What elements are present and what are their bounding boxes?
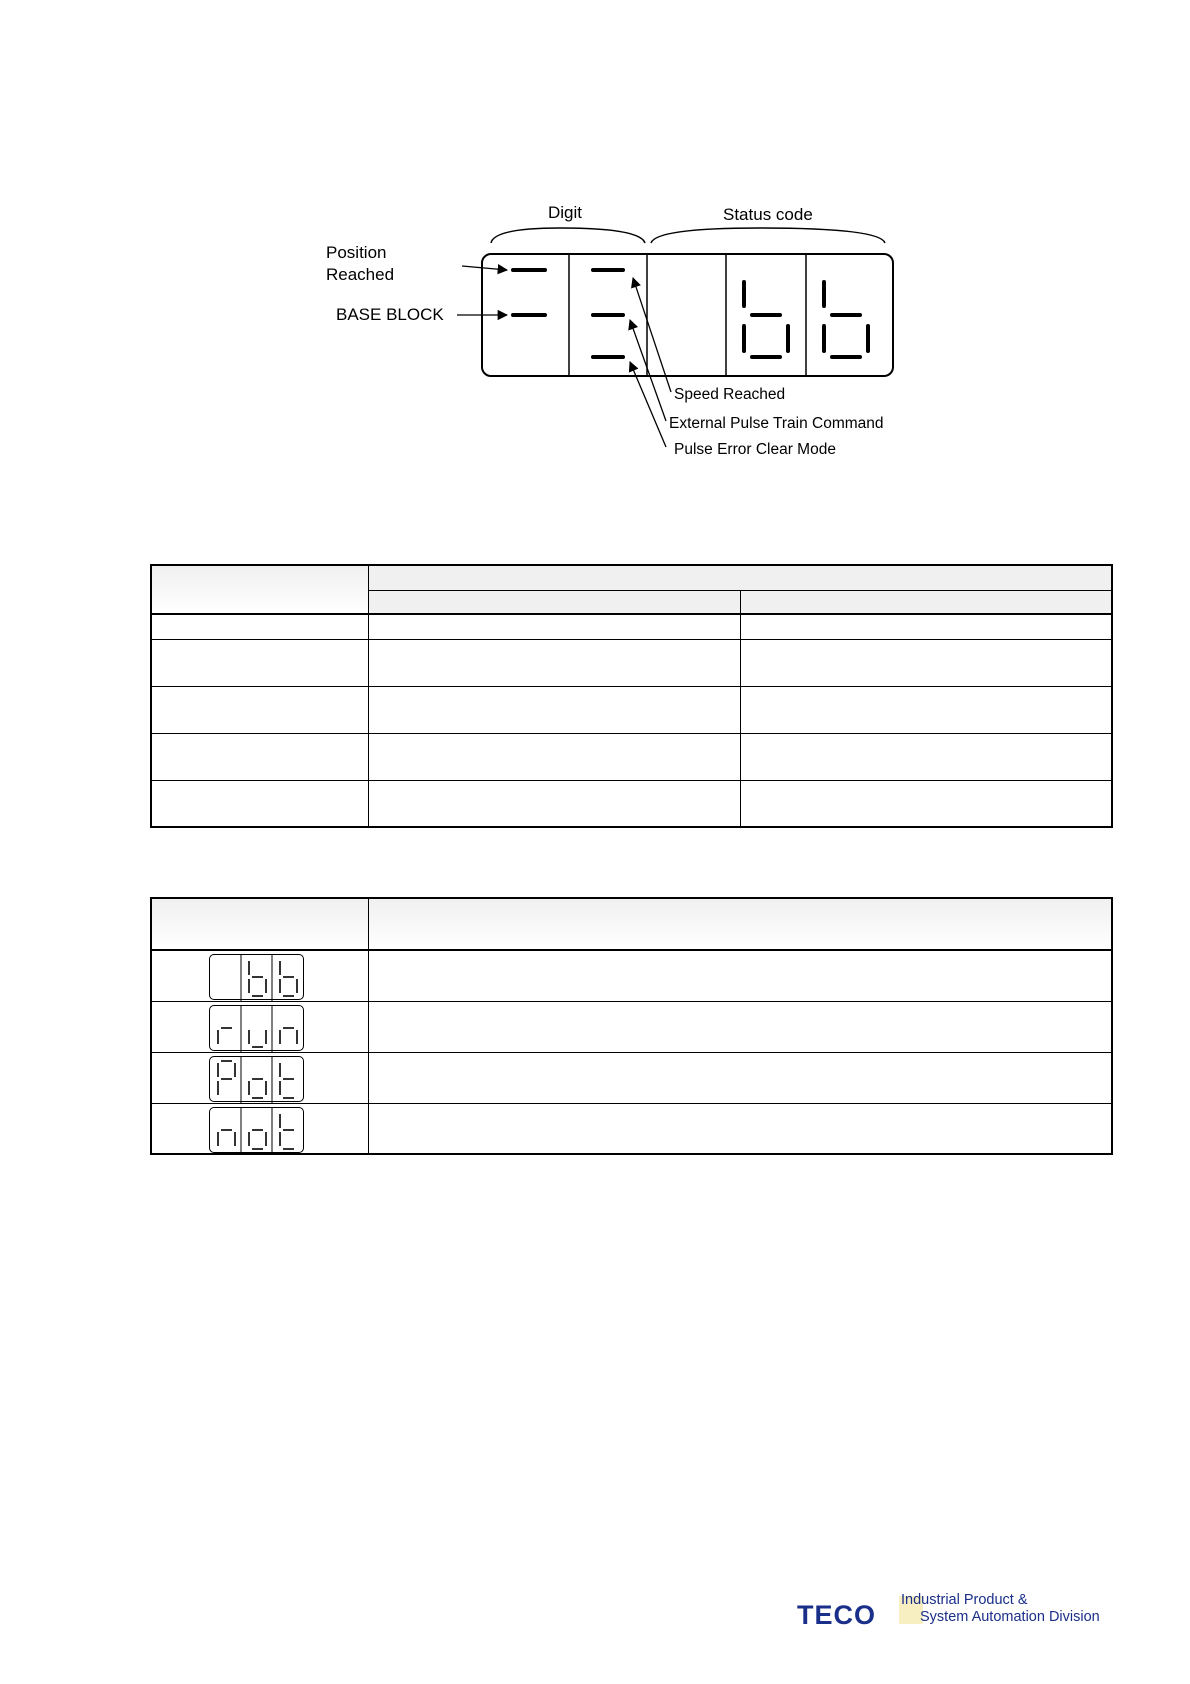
table-header-cell (151, 565, 368, 614)
table-header-cell (368, 590, 740, 614)
digit-label: Digit (548, 203, 583, 222)
status-code-brace (651, 228, 885, 243)
table-row (151, 780, 1112, 827)
digit-brace (491, 228, 645, 243)
division-line2: System Automation Division (920, 1609, 1100, 1625)
division-line1: Industrial Product & (901, 1592, 1028, 1608)
status-code-not (209, 1107, 304, 1153)
table-row (151, 733, 1112, 780)
table-header-cell (368, 565, 1112, 590)
status-display-diagram (0, 0, 1190, 480)
teco-logo: TECO (797, 1600, 877, 1630)
table-row (151, 1001, 1112, 1052)
table-header-row (151, 898, 1112, 950)
pulse-error-label: Pulse Error Clear Mode (674, 441, 836, 458)
status-code-label: Status code (723, 205, 813, 224)
status-code-cell (151, 1001, 368, 1052)
speed-reached-label: Speed Reached (674, 386, 786, 403)
table-row (151, 639, 1112, 686)
status-code-table (150, 897, 1113, 1155)
base-block-label: BASE BLOCK (336, 305, 444, 324)
diagram-graphics (0, 0, 1190, 480)
table-row (151, 950, 1112, 1001)
table-row (151, 686, 1112, 733)
digit-meaning-table (150, 564, 1113, 828)
table-header-row (151, 565, 1112, 590)
table-header-cell (368, 898, 1112, 950)
position-reached-label-line1: Position (326, 243, 387, 262)
table-header-cell (740, 590, 1112, 614)
status-code-cell (151, 950, 368, 1001)
position-reached-label-line2: Reached (326, 265, 395, 284)
status-code-pot (209, 1056, 304, 1102)
status-code-bb (209, 954, 304, 1000)
external-pulse-label: External Pulse Train Command (669, 415, 884, 432)
status-code-cell (151, 1052, 368, 1103)
table-header-cell (151, 898, 368, 950)
table-row (151, 1103, 1112, 1154)
table-row (151, 1052, 1112, 1103)
status-code-run (209, 1005, 304, 1051)
status-code-cell (151, 1103, 368, 1154)
table-row (151, 614, 1112, 639)
